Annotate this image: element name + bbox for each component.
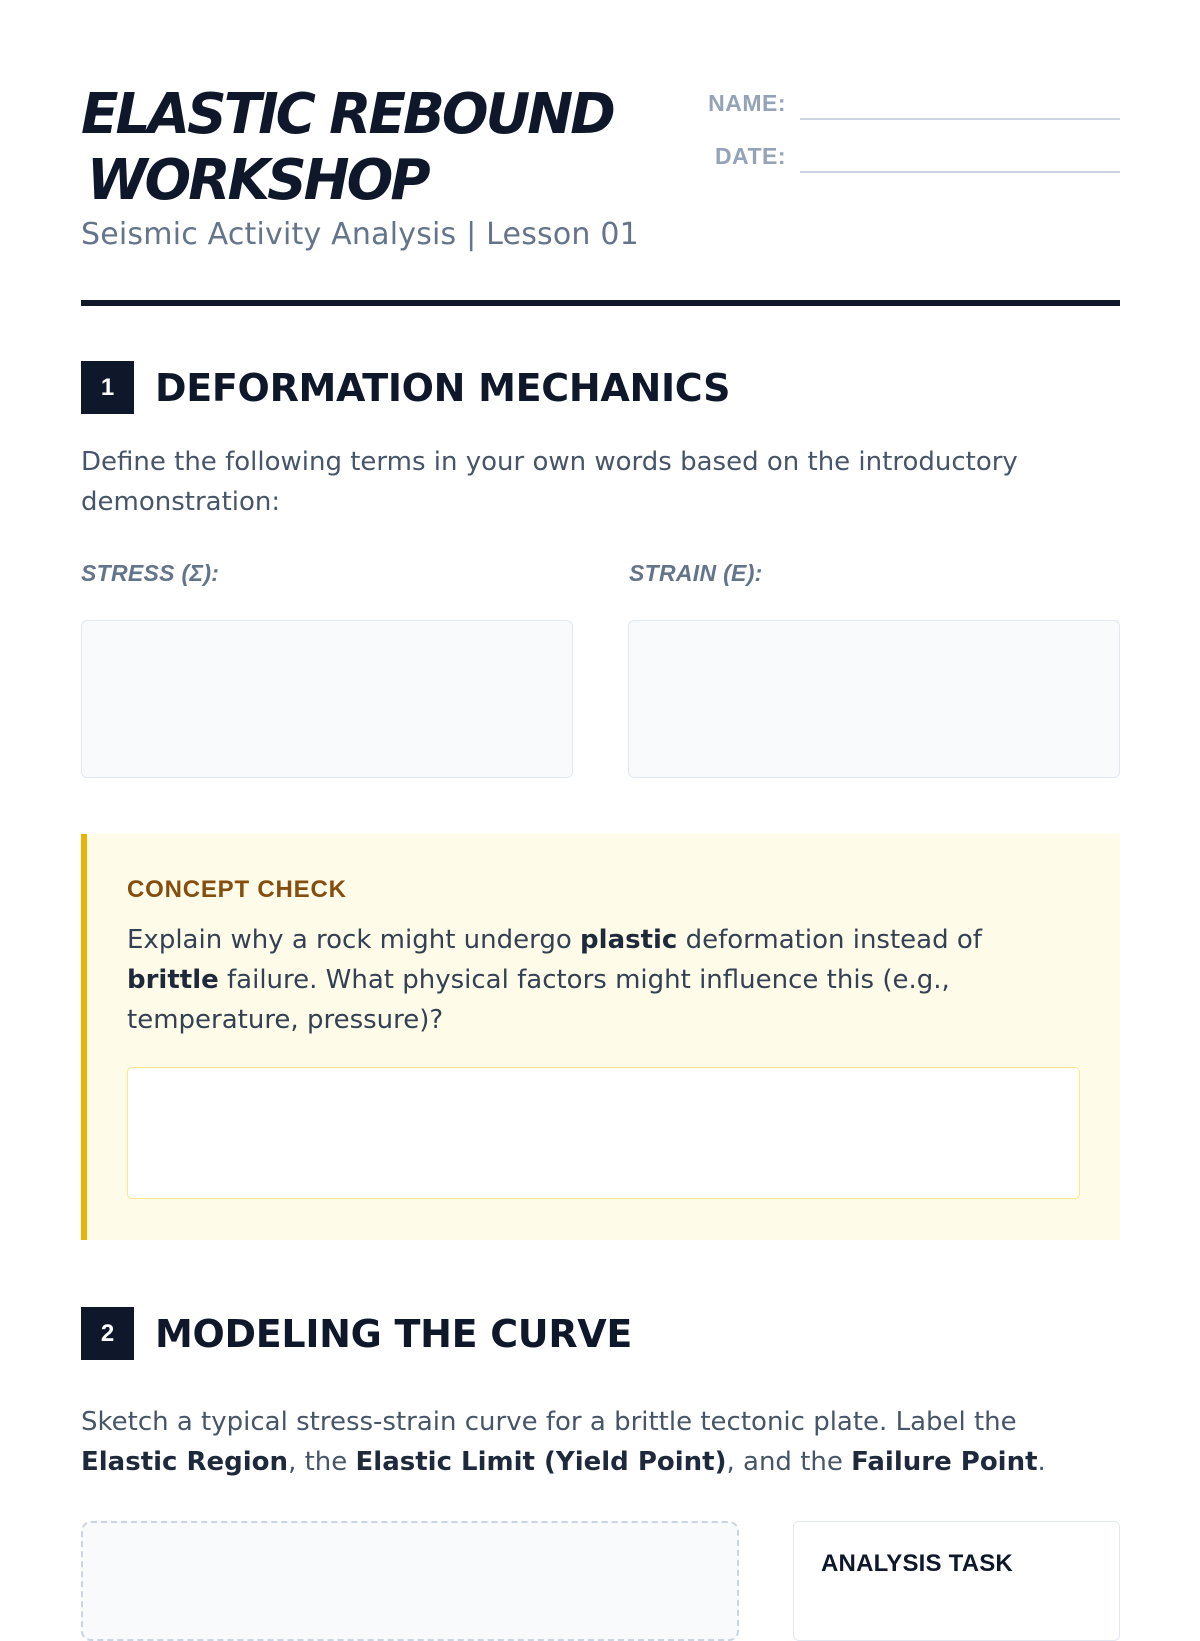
section-1-title: DEFORMATION MECHANICS [155, 366, 731, 410]
title-line-1: ELASTIC REBOUND [81, 82, 613, 147]
concept-text-part-1: Explain why a rock might undergo [127, 925, 581, 955]
s2-text-bold-elastic-region: Elastic Region [81, 1447, 289, 1477]
s2-text-bold-failure-point: Failure Point [851, 1447, 1038, 1477]
worksheet-title [81, 82, 613, 214]
worksheet-subtitle: Seismic Activity Analysis | Lesson 01 [81, 217, 639, 252]
concept-text-bold-plastic: plastic [580, 925, 678, 955]
concept-text-part-2: deformation instead of [677, 925, 982, 955]
s2-text-part-1: Sketch a typical stress-strain curve for a brittle tectonic plate. Label the [81, 1407, 1017, 1437]
sketch-area[interactable] [81, 1521, 739, 1641]
concept-check-question [127, 920, 1067, 1040]
name-field[interactable] [800, 118, 1120, 120]
analysis-task-title: ANALYSIS TASK [821, 1550, 1013, 1577]
concept-text-bold-brittle: brittle [127, 965, 219, 995]
s2-text-part-4: . [1037, 1447, 1046, 1477]
concept-text-part-3: failure. What physical factors might influence this (e.g., temperature, pressure)? [127, 965, 950, 1035]
section-1-heading [81, 361, 1120, 415]
date-label: DATE: [714, 143, 786, 169]
s2-text-part-3: , and the [726, 1447, 852, 1477]
date-row [696, 137, 1120, 177]
stress-label: STRESS (Σ): [81, 560, 220, 586]
name-row [696, 84, 1120, 124]
section-2-heading [81, 1307, 1120, 1361]
strain-label: STRAIN (E): [629, 560, 763, 586]
date-field[interactable] [800, 171, 1120, 173]
header-divider [81, 300, 1120, 306]
section-1-number: 1 [81, 361, 134, 414]
section-2-number: 2 [81, 1307, 134, 1360]
worksheet-header [81, 82, 1120, 262]
section-2-instructions [81, 1402, 1120, 1482]
section-1-instructions: Define the following terms in your own words based on the introductory demonstration: [81, 447, 1018, 517]
stress-answer-box[interactable] [81, 620, 573, 778]
name-label: NAME: [708, 90, 786, 116]
concept-check-title: CONCEPT CHECK [127, 876, 347, 903]
section-2-title: MODELING THE CURVE [155, 1312, 633, 1356]
strain-answer-box[interactable] [628, 620, 1120, 778]
s2-text-part-2: , the [288, 1447, 356, 1477]
s2-text-bold-elastic-limit: Elastic Limit (Yield Point) [355, 1447, 727, 1477]
concept-check-panel [81, 834, 1120, 1240]
analysis-task-card [793, 1521, 1120, 1641]
title-line-2: WORKSHOP [86, 148, 428, 213]
concept-check-answer-box[interactable] [127, 1067, 1080, 1199]
